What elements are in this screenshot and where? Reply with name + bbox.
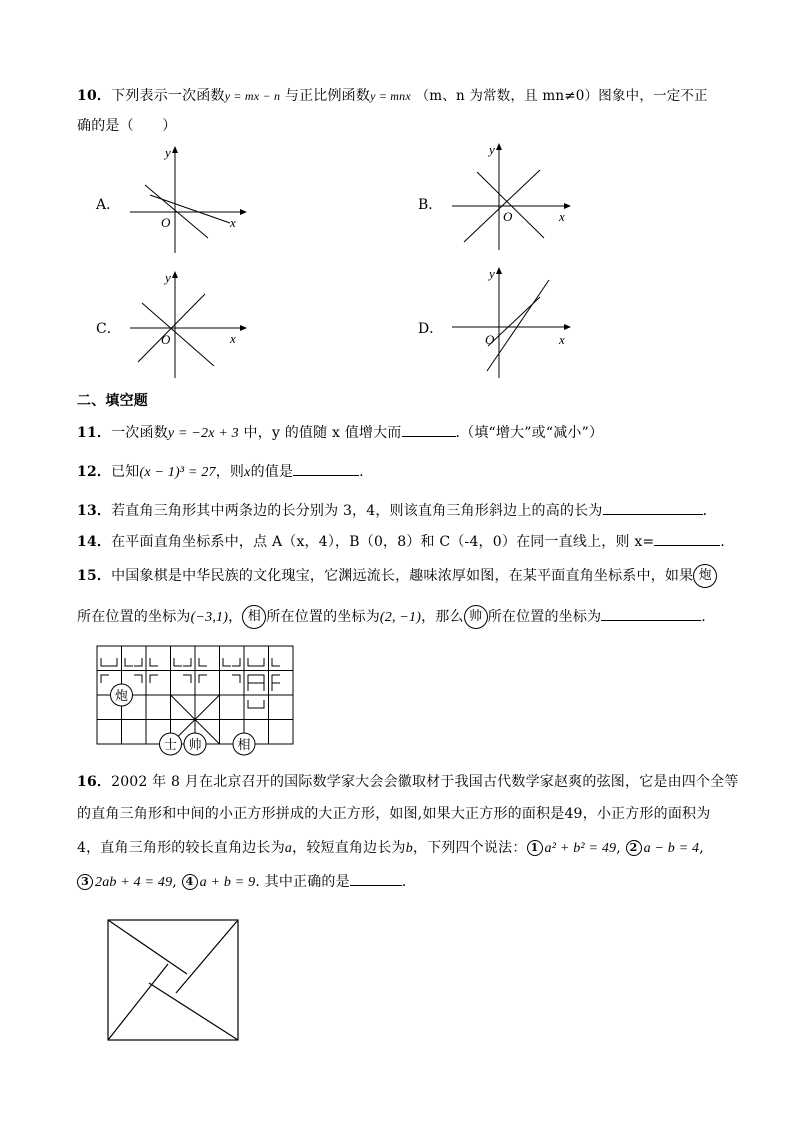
svg-text:y: y (165, 270, 171, 285)
board-shuai: 帅 (188, 738, 202, 753)
option-b-label: B． (418, 197, 443, 213)
statement-4-marker: 4 (182, 874, 198, 890)
q16-blank[interactable] (350, 871, 402, 886)
board-shi: 士 (163, 738, 178, 753)
q11: 11．一次函数y = −2x + 3 中，y 的值随 x 值增大而 .（填“增大”或“减小”） (77, 422, 603, 442)
svg-text:y: y (489, 142, 495, 157)
graph-b (452, 142, 582, 252)
svg-text:y: y (489, 266, 495, 281)
option-a-label: A． (96, 197, 121, 213)
q11-blank[interactable] (402, 422, 456, 437)
q14-blank[interactable] (654, 531, 720, 546)
board-pao: 炮 (114, 689, 129, 704)
svg-text:O: O (161, 215, 171, 230)
q10-line1: 10．下列表示一次函数y = mx − n 与正比例函数y = mnx （m、n 为常数，且 mn≠0）图象中，一定不正 (77, 88, 708, 104)
statement-2-marker: 2 (626, 840, 642, 856)
q12: 12．已知(x − 1)³ = 27，则x的值是 . (77, 461, 364, 481)
board-xiang: 相 (237, 738, 251, 753)
shuai-piece-icon: 帅 (464, 605, 488, 629)
svg-text:O: O (161, 332, 171, 347)
q12-blank[interactable] (293, 461, 359, 476)
q10-line2: 确的是（ ） (77, 118, 177, 134)
svg-text:x: x (230, 215, 236, 230)
svg-text:O: O (485, 332, 495, 347)
section-title: 二、填空题 (77, 393, 148, 409)
svg-text:y: y (165, 145, 171, 160)
q16-line3: 4，直角三角形的较长直角边长为a，较短直角边长为b，下列四个说法： 1 a² + b² = 49, 2 a − b = 4, (77, 840, 704, 856)
option-c-label: C． (96, 321, 121, 337)
xiang-piece-icon: 相 (242, 605, 266, 629)
q15-blank[interactable] (601, 606, 701, 621)
q16-line4: 3 2ab + 4 = 49, 4 a + b = 9. 其中正确的是 . (77, 871, 406, 891)
q16-line2: 的直角三角形和中间的小正方形拼成的大正方形，如图,如果大正方形的面积是49，小正方形的面积为 (77, 806, 711, 822)
graph-d (452, 266, 582, 380)
q15-line1: 15．中国象棋是中华民族的文化瑰宝，它渊远流长，趣味浓厚如图，在某平面直角坐标系中，如果 炮 (77, 564, 717, 588)
svg-text:x: x (559, 332, 565, 347)
option-d-label: D． (418, 321, 444, 337)
q14: 14．在平面直角坐标系中，点 A（x，4），B（0，8）和 C（-4，0）在同一直线上，则 x= ． (77, 531, 735, 551)
zhao-shuang-diagram (105, 917, 245, 1047)
graph-a (130, 145, 250, 255)
q16-line1: 16．2002 年 8 月在北京召开的国际数学家大会会徽取材于我国古代数学家赵爽的弦图，它是由四个全等 (77, 774, 739, 790)
chess-board (90, 640, 300, 760)
pao-piece-icon: 炮 (693, 564, 717, 588)
svg-text:x: x (230, 331, 236, 346)
graph-c (130, 270, 250, 380)
svg-text:O: O (503, 209, 513, 224)
svg-text:x: x (559, 209, 565, 224)
q15-line2: 所在位置的坐标为(−3,1)， 相 所在位置的坐标为(2, −1)，那么 帅 所在位置的坐标为 . (77, 605, 706, 629)
q13-blank[interactable] (603, 500, 703, 515)
statement-3-marker: 3 (77, 874, 93, 890)
q13: 13．若直角三角形其中两条边的长分别为 3，4，则该直角三角形斜边上的高的长为 ． (77, 500, 717, 520)
statement-1-marker: 1 (527, 840, 543, 856)
